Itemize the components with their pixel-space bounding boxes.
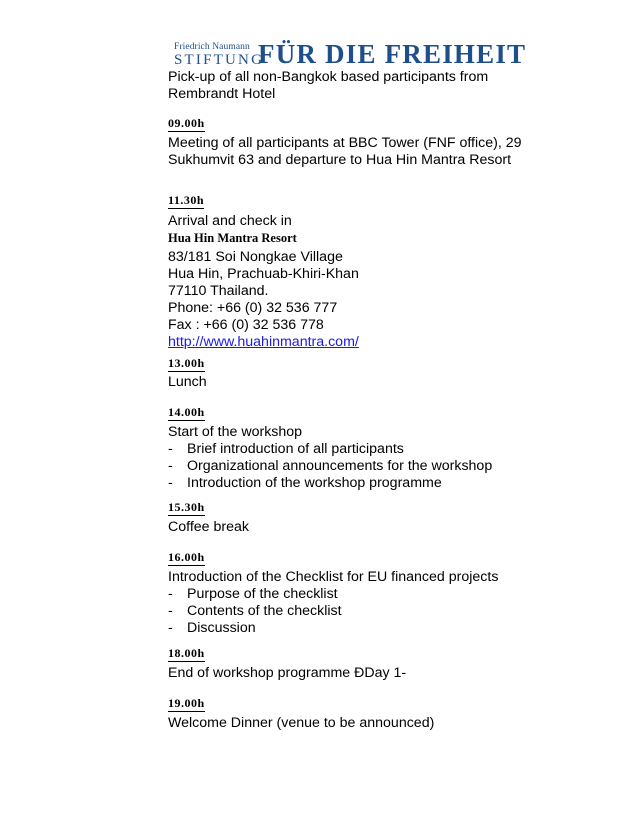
time-label: 14.00h	[168, 405, 205, 419]
agenda-item-text: Start of the workshop - Brief introduction of all participants - Organizational announcements for the workshop - Introduction of the workshop programme	[168, 424, 492, 492]
logo-big-line: FÜR DIE FREIHEIT	[258, 39, 527, 69]
list-item: - Organizational announcements for the workshop	[168, 458, 492, 475]
list-item: - Introduction of the workshop programme	[168, 475, 492, 492]
bullet-list	[168, 586, 498, 637]
agenda-item-text: End of workshop programme ĐDay 1-	[168, 665, 407, 681]
venue-address: 83/181 Soi Nongkae Village Hua Hin, Prachuab-Khiri-Khan 77110 Thailand. Phone: +66 (0) 32 536 777 Fax : +66 (0) 32 536 778 http://www.huahinmantra.com/	[168, 249, 359, 350]
time-label: 18.00h	[168, 646, 205, 660]
time-label: 15.30h	[168, 500, 205, 514]
logo-small-line: Friedrich Naumann	[174, 42, 250, 52]
list-item: - Brief introduction of all participants	[168, 441, 492, 458]
agenda-item-text: Arrival and check in	[168, 213, 292, 229]
intro-text: Pick-up of all non-Bangkok based participants from Rembrandt Hotel	[168, 69, 489, 102]
list-item: - Discussion	[168, 620, 498, 637]
time-label: 19.00h	[168, 696, 205, 710]
agenda-item-text: Meeting of all participants at BBC Tower (FNF office), 29 Sukhumvit 63 and departure to Hua Hin Mantra Resort	[168, 135, 522, 168]
agenda-item-text: Lunch	[168, 374, 207, 390]
agenda-item-text: Welcome Dinner (venue to be announced)	[168, 715, 435, 731]
bullet-list	[168, 441, 492, 492]
logo-caps-line: STIFTUNG	[174, 52, 265, 68]
venue-name: Hua Hin Mantra Resort	[168, 231, 297, 245]
list-item: - Contents of the checklist	[168, 603, 498, 620]
time-label: 13.00h	[168, 356, 205, 370]
list-item: - Purpose of the checklist	[168, 586, 498, 603]
venue-website-link[interactable]: http://www.huahinmantra.com/	[168, 334, 359, 350]
time-label: 16.00h	[168, 550, 205, 564]
time-label: 11.30h	[168, 193, 205, 207]
agenda-item-text: Introduction of the Checklist for EU financed projects - Purpose of the checklist - Contents of the checklist - Discussion	[168, 569, 498, 637]
time-label: 09.00h	[168, 116, 205, 130]
agenda-item-text: Coffee break	[168, 519, 249, 535]
